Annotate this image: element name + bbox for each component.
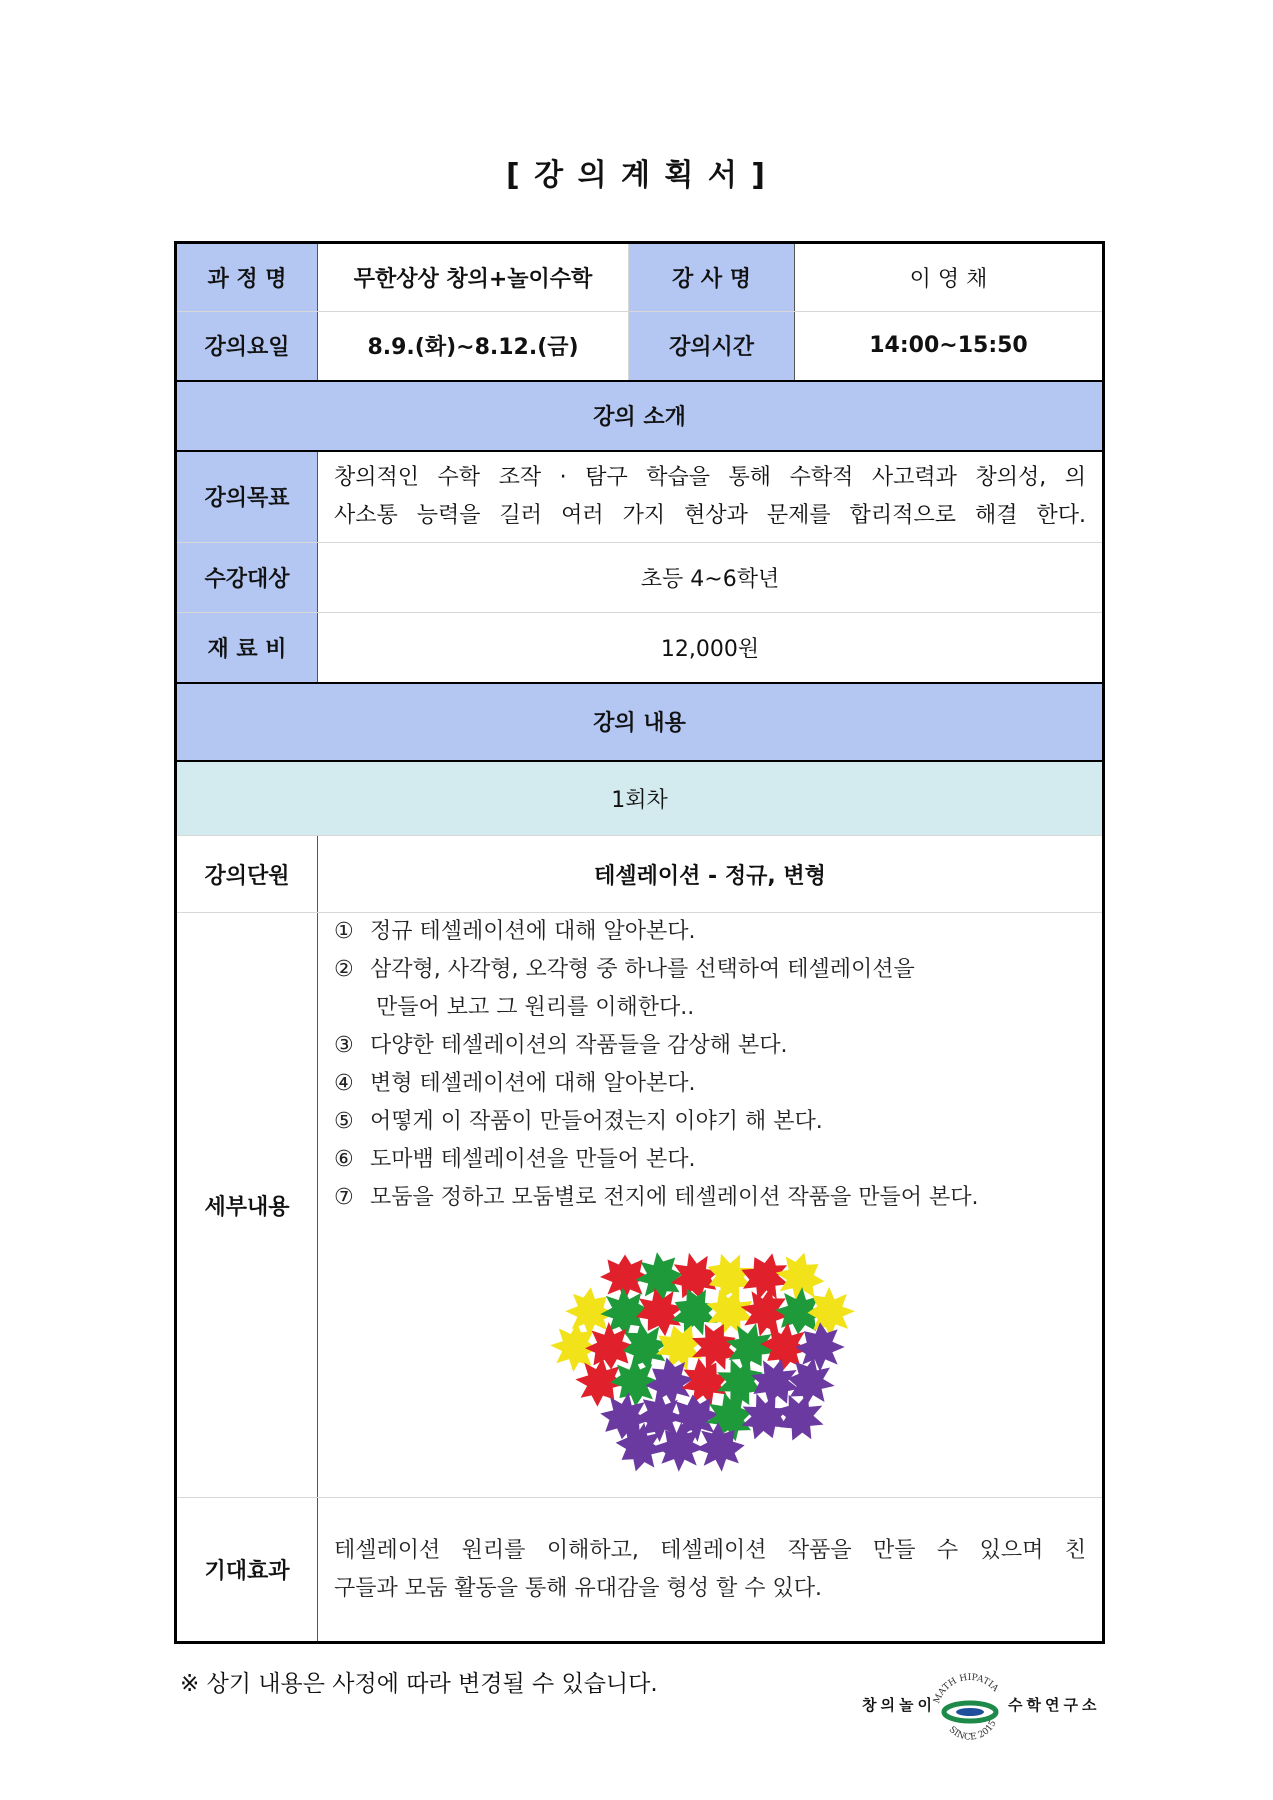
course-value: 무한상상 창의+놀이수학 — [318, 243, 629, 312]
fee-label: 재 료 비 — [176, 613, 318, 683]
detail-item-number: ⑥ — [334, 1147, 354, 1172]
detail-item — [334, 1141, 1086, 1179]
goal-label: 강의목표 — [176, 451, 318, 543]
detail-item-text: 삼각형, 사각형, 오각형 중 하나를 선택하여 테셀레이션을 — [370, 957, 915, 982]
detail-item-text: 만들어 보고 그 원리를 이해한다.. — [376, 995, 695, 1020]
detail-list — [318, 913, 1102, 1217]
detail-label: 세부내용 — [176, 913, 318, 1498]
page-title: [ 강 의 계 획 서 ] — [506, 158, 767, 193]
unit-value: 테셀레이션 - 정규, 변형 — [318, 836, 1104, 913]
detail-item-number: ④ — [334, 1071, 354, 1096]
instructor-label: 강 사 명 — [629, 243, 795, 312]
fee-row — [176, 613, 1104, 683]
detail-item-number: ③ — [334, 1033, 354, 1058]
detail-item-number: ① — [334, 919, 354, 944]
effect-line-1: 테셀레이션 원리를 이해하고, 테셀레이션 작품을 만들 수 있으며 친 — [334, 1537, 1086, 1563]
lizard-shape — [807, 1286, 856, 1338]
days-value: 8.9.(화)~8.12.(금) — [318, 312, 629, 381]
svg-text:MATH HIPATIA — [932, 1673, 1000, 1705]
change-notice: ※ 상기 내용은 사정에 따라 변경될 수 있습니다. — [180, 1671, 658, 1697]
effect-line-2: 구들과 모둠 활동을 통해 유대감을 형성 할 수 있다. — [334, 1575, 822, 1601]
logo-arc-top: MATH HIPATIA — [932, 1672, 1001, 1706]
session-title: 1회차 — [176, 761, 1104, 836]
goal-line-2: 사소통 능력을 길러 여러 가지 현상과 문제를 합리적으로 해결 한다. — [334, 502, 1086, 528]
schedule-row — [176, 312, 1104, 381]
intro-section-title: 강의 소개 — [176, 381, 1104, 451]
institute-logo — [856, 1672, 1106, 1762]
detail-item-text: 도마뱀 테셀레이션을 만들어 본다. — [370, 1147, 696, 1172]
logo-arc-bottom: SINCE 2015 — [946, 1718, 999, 1743]
fee-value: 12,000원 — [318, 613, 1104, 683]
target-value: 초등 4~6학년 — [318, 543, 1104, 613]
detail-item — [334, 1065, 1086, 1103]
detail-item-number: ⑤ — [334, 1109, 354, 1134]
target-row — [176, 543, 1104, 613]
detail-item-number: ② — [334, 957, 354, 982]
time-label: 강의시간 — [629, 312, 795, 381]
detail-row — [176, 913, 1104, 1498]
detail-item-number: ⑦ — [334, 1185, 354, 1210]
detail-item — [334, 1027, 1086, 1065]
goal-line-1: 창의적인 수학 조작 · 탐구 학습을 통해 수학적 사고력과 창의성, 의 — [334, 464, 1086, 490]
detail-item-text: 다양한 테셀레이션의 작품들을 감상해 본다. — [370, 1033, 788, 1058]
goal-row — [176, 451, 1104, 543]
course-row — [176, 243, 1104, 312]
detail-item-text: 어떻게 이 작품이 만들어졌는지 이야기 해 본다. — [370, 1109, 823, 1134]
detail-item-text: 정규 테셀레이션에 대해 알아본다. — [370, 919, 696, 944]
detail-item — [334, 951, 1086, 989]
effect-row — [176, 1498, 1104, 1643]
logo-text-right: 수학연구소 — [1008, 1696, 1101, 1714]
unit-row — [176, 836, 1104, 913]
detail-item — [334, 1179, 1086, 1217]
detail-item — [334, 989, 1086, 1027]
detail-item — [334, 1103, 1086, 1141]
detail-item-text: 모둠을 정하고 모둠별로 전지에 테셀레이션 작품을 만들어 본다. — [370, 1185, 979, 1210]
logo-text-left: 창의놀이 — [862, 1696, 936, 1714]
content-section-title: 강의 내용 — [176, 683, 1104, 761]
unit-label: 강의단원 — [176, 836, 318, 913]
course-label: 과 정 명 — [176, 243, 318, 312]
lizard-tessellation-image — [530, 1237, 890, 1477]
hipatia-emblem-icon — [930, 1672, 1010, 1752]
detail-item — [334, 913, 1086, 951]
days-label: 강의요일 — [176, 312, 318, 381]
target-label: 수강대상 — [176, 543, 318, 613]
lecture-plan-table — [174, 241, 1105, 1644]
detail-item-text: 변형 테셀레이션에 대해 알아본다. — [370, 1071, 696, 1096]
time-value: 14:00~15:50 — [795, 312, 1104, 381]
effect-label: 기대효과 — [176, 1498, 318, 1643]
instructor-value: 이 영 채 — [795, 243, 1104, 312]
